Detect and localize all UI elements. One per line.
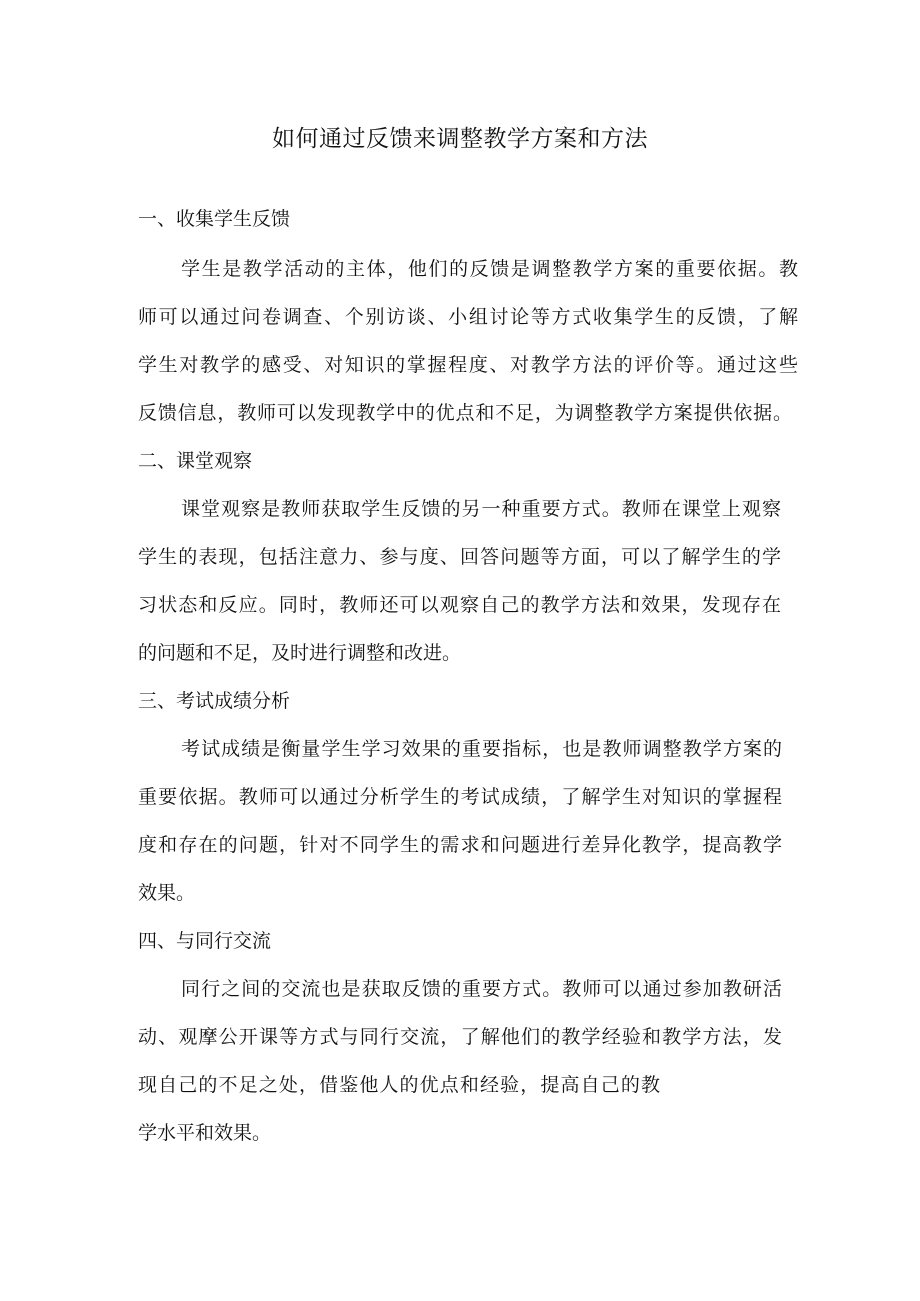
section-4-line-2: 动、观摩公开课等方式与同行交流，了解他们的教学经验和教学方法，发 bbox=[138, 1026, 782, 1048]
section-1-line-4: 反馈信息，教师可以发现教学中的优点和不足，为调整教学方案提供依据。 bbox=[138, 402, 792, 424]
section-3-line-2: 重要依据。教师可以通过分析学生的考试成绩，了解学生对知识的掌握程 bbox=[138, 786, 782, 808]
section-2-line-3: 习状态和反应。同时，教师还可以观察自己的教学方法和效果，发现存在 bbox=[138, 594, 781, 616]
section-2-line-2: 学生的表现，包括注意力、参与度、回答问题等方面，可以了解学生的学 bbox=[138, 546, 781, 568]
section-4-line-4: 学水平和效果。 bbox=[138, 1122, 272, 1144]
section-4-line-1: 同行之间的交流也是获取反馈的重要方式。教师可以通过参加教研活 bbox=[181, 978, 782, 1000]
section-4-line-3: 现自己的不足之处，借鉴他人的优点和经验，提高自己的教 bbox=[138, 1074, 660, 1096]
section-heading-1: 一、收集学生反馈 bbox=[138, 208, 291, 230]
section-1-line-1: 学生是教学活动的主体，他们的反馈是调整教学方案的重要依据。教 bbox=[181, 258, 798, 280]
document-title: 如何通过反馈来调整教学方案和方法 bbox=[272, 126, 648, 152]
section-heading-3: 三、考试成绩分析 bbox=[138, 690, 291, 712]
section-3-line-3: 度和存在的问题，针对不同学生的需求和问题进行差异化教学，提高教学 bbox=[138, 834, 782, 856]
section-3-line-4: 效果。 bbox=[138, 882, 196, 904]
section-heading-4: 四、与同行交流 bbox=[138, 930, 272, 952]
section-2-line-4: 的问题和不足，及时进行调整和改进。 bbox=[138, 642, 462, 664]
section-heading-2: 二、课堂观察 bbox=[138, 450, 253, 472]
section-3-line-1: 考试成绩是衡量学生学习效果的重要指标，也是教师调整教学方案的 bbox=[181, 738, 782, 760]
section-1-line-2: 师可以通过问卷调查、个别访谈、小组讨论等方式收集学生的反馈，了解 bbox=[138, 306, 798, 328]
section-1-line-3: 学生对教学的感受、对知识的掌握程度、对教学方法的评价等。通过这些 bbox=[138, 354, 798, 376]
section-2-line-1: 课堂观察是教师获取学生反馈的另一种重要方式。教师在课堂上观察 bbox=[181, 498, 781, 520]
